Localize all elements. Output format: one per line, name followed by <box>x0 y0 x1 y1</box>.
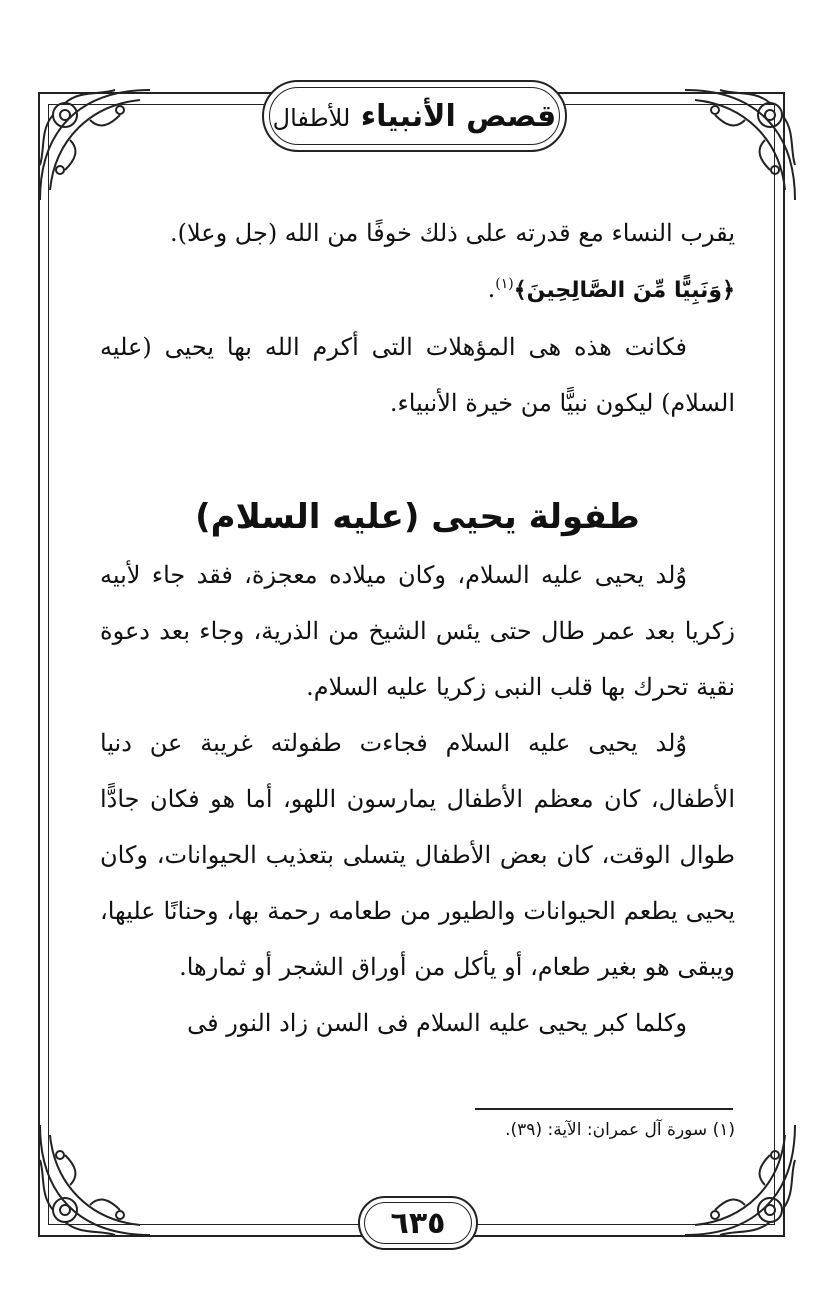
quran-verse-end: . <box>487 275 496 303</box>
corner-ornament-top-right <box>675 70 815 210</box>
footnote-divider <box>475 1108 733 1110</box>
book-title-main: قصص الأنبياء <box>360 98 557 134</box>
footnote: (١) سورة آل عمران: الآية: (٣٩). <box>505 1120 735 1140</box>
page-number: ٦٣٥ <box>390 1205 446 1241</box>
quran-verse: ﴿وَنَبِيًّا مِّنَ الصَّالِحِينَ﴾ <box>513 278 735 303</box>
section-heading: طفولة يحيى (عليه السلام) <box>195 497 640 537</box>
page-body <box>100 205 735 1051</box>
quran-verse-line <box>100 261 735 319</box>
paragraph-3: وُلد يحيى عليه السلام فجاءت طفولته غريبة عن دنيا الأطفال، كان معظم الأطفال يمارسون اللهو، أما هو فكان جادًّا طوال الوقت، كان بعض الأطفال يتسلى بتعذيب الحيوانات، وكان يحيى يطعم الحيوانات والطيور من طعامه رحمة بها، وحنانًا عليها، ويبقى هو بغير طعام، أو يأكل من أوراق الشجر أو ثمارها. <box>100 729 735 981</box>
page-number-badge <box>358 1196 478 1250</box>
book-title <box>273 99 557 134</box>
paragraph-2: وُلد يحيى عليه السلام، وكان ميلاده معجزة، فقد جاء لأبيه زكريا بعد عمر طال حتى يئس الشيخ من الذرية، وجاء بعد دعوة نقية تحرك بها قلب النبى زكريا عليه السلام. <box>100 561 735 701</box>
book-title-sub: للأطفال <box>272 103 351 132</box>
footnote-ref: (١) <box>495 276 514 292</box>
corner-ornament-bottom-left <box>20 1115 160 1255</box>
corner-ornament-top-left <box>20 70 160 210</box>
book-title-banner <box>262 80 567 152</box>
paragraph-1: فكانت هذه هى المؤهلات التى أكرم الله بها يحيى (عليه السلام) ليكون نبيًّا من خيرة الأنبياء. <box>100 333 735 417</box>
body-line-1: يقرب النساء مع قدرته على ذلك خوفًا من الله (جل وعلا). <box>169 219 735 247</box>
paragraph-4: وكلما كبر يحيى عليه السلام فى السن زاد النور فى <box>187 1009 687 1037</box>
